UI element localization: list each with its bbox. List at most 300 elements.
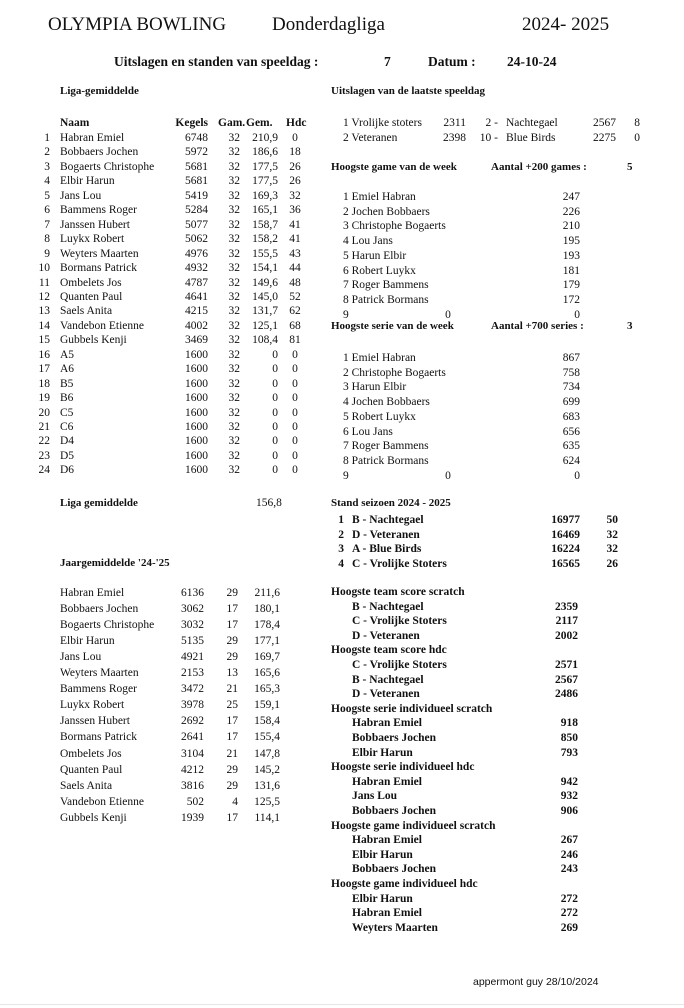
rank-cell: 18 bbox=[38, 377, 50, 390]
games-cell: 29 bbox=[226, 651, 238, 664]
player-cell: 6 Robert Luykx bbox=[343, 264, 416, 277]
record-name-cell: C - Vrolijke Stoters bbox=[352, 615, 447, 628]
average-cell: 158,2 bbox=[252, 233, 278, 246]
games-cell: 25 bbox=[226, 699, 238, 712]
record-name-cell: Habran Emiel bbox=[352, 834, 422, 847]
player-cell: 8 Patrick Bormans bbox=[343, 293, 429, 306]
rank-cell: 19 bbox=[38, 392, 50, 405]
list-item bbox=[0, 278, 684, 292]
list-item bbox=[0, 425, 684, 439]
record-value-cell: 2567 bbox=[555, 673, 578, 686]
list-item bbox=[0, 614, 684, 628]
hdc-cell: 0 bbox=[292, 406, 298, 419]
record-name-cell: Bobbaers Jochen bbox=[352, 863, 437, 876]
games-cell: 32 bbox=[228, 334, 240, 347]
average-cell: 125,5 bbox=[254, 795, 280, 808]
hdc-cell: 0 bbox=[292, 377, 298, 390]
score-cell: 179 bbox=[562, 279, 580, 292]
name-cell: Elbir Harun bbox=[60, 175, 115, 188]
name-cell: Janssen Hubert bbox=[60, 218, 130, 231]
name-cell: Bogaerts Christophe bbox=[60, 619, 155, 632]
record-name-cell: Habran Emiel bbox=[352, 717, 422, 730]
kegels-cell: 502 bbox=[186, 795, 204, 808]
average-cell: 158,4 bbox=[254, 715, 280, 728]
games-cell: 32 bbox=[228, 464, 240, 477]
hdc-cell: 81 bbox=[289, 334, 301, 347]
games-cell: 32 bbox=[228, 435, 240, 448]
col-gem: Gem. bbox=[246, 117, 273, 129]
rank-cell: 11 bbox=[38, 276, 50, 289]
table-row bbox=[0, 557, 684, 571]
average-cell: 159,1 bbox=[254, 699, 280, 712]
liga-average-label: Liga gemiddelde bbox=[60, 497, 138, 509]
average-cell: 149,6 bbox=[252, 276, 278, 289]
score-cell: 635 bbox=[562, 440, 580, 453]
list-item bbox=[0, 410, 684, 424]
score-cell: 699 bbox=[562, 396, 580, 409]
hdc-cell: 0 bbox=[292, 421, 298, 433]
list-item bbox=[0, 862, 684, 876]
list-item bbox=[0, 687, 684, 701]
average-cell: 0 bbox=[272, 377, 278, 390]
name-cell: Ombelets Jos bbox=[60, 276, 122, 289]
kegels-cell: 4641 bbox=[185, 290, 208, 303]
rank-cell: 24 bbox=[38, 464, 50, 477]
average-cell: 0 bbox=[272, 363, 278, 376]
name-cell: Vandebon Etienne bbox=[60, 795, 144, 808]
list-item bbox=[0, 190, 684, 204]
player-value-cell: 0 bbox=[445, 469, 451, 482]
average-cell: 177,5 bbox=[252, 175, 278, 188]
games-cell: 21 bbox=[226, 747, 238, 760]
hdc-cell: 32 bbox=[289, 189, 301, 202]
home-score-cell: 2398 bbox=[443, 132, 466, 144]
list-item bbox=[0, 804, 684, 818]
rank-cell: 8 bbox=[44, 233, 50, 246]
name-cell: D4 bbox=[60, 435, 75, 448]
list-item bbox=[0, 716, 684, 730]
games-cell: 32 bbox=[228, 218, 240, 231]
name-cell: Bammens Roger bbox=[60, 683, 137, 696]
rank-cell: 21 bbox=[38, 421, 50, 433]
kegels-cell: 3816 bbox=[181, 779, 204, 792]
average-cell: 177,1 bbox=[254, 635, 280, 648]
name-cell: Bobbaers Jochen bbox=[60, 603, 139, 616]
col-naam: Naam bbox=[60, 117, 90, 129]
player-cell: 4 Jochen Bobbaers bbox=[343, 396, 430, 409]
record-value-cell: 272 bbox=[560, 907, 578, 920]
record-title-text: Hoogste serie individueel scratch bbox=[331, 702, 493, 715]
average-cell: 0 bbox=[272, 449, 278, 462]
games-cell: 32 bbox=[228, 449, 240, 462]
name-cell: Habran Emiel bbox=[60, 587, 125, 599]
record-name-cell: Weyters Maarten bbox=[352, 921, 438, 934]
name-cell: Bormans Patrick bbox=[60, 262, 137, 275]
average-cell: 155,4 bbox=[254, 731, 280, 744]
average-cell: 154,1 bbox=[252, 262, 278, 275]
score-cell: 758 bbox=[562, 366, 580, 379]
kegels-cell: 1600 bbox=[185, 464, 208, 477]
high-series-title: Hoogste serie van de week bbox=[331, 320, 454, 332]
games-cell: 17 bbox=[226, 715, 238, 728]
list-item bbox=[0, 892, 684, 906]
rank-cell: 9 bbox=[44, 247, 50, 260]
games-cell: 32 bbox=[228, 392, 240, 405]
points-cell: 26 bbox=[606, 557, 618, 570]
score-cell: 247 bbox=[562, 191, 580, 203]
name-cell: Vandebon Etienne bbox=[60, 319, 144, 332]
average-cell: 108,4 bbox=[252, 334, 278, 347]
average-cell: 114,1 bbox=[254, 811, 280, 824]
rank-cell: 12 bbox=[38, 290, 50, 303]
games-cell: 29 bbox=[226, 763, 238, 776]
average-cell: 180,1 bbox=[254, 603, 280, 616]
col-gam: Gam. bbox=[218, 117, 246, 129]
record-value-cell: 269 bbox=[560, 921, 578, 934]
average-cell: 158,7 bbox=[252, 218, 278, 231]
games-cell: 21 bbox=[226, 683, 238, 696]
name-cell: Saels Anita bbox=[60, 779, 113, 792]
score-cell: 656 bbox=[562, 425, 580, 438]
position-cell: 3 bbox=[338, 543, 344, 556]
average-cell: 177,5 bbox=[252, 160, 278, 173]
name-cell: Quanten Paul bbox=[60, 290, 123, 303]
record-title bbox=[0, 760, 684, 774]
list-item bbox=[0, 658, 684, 672]
record-value-cell: 2486 bbox=[555, 688, 578, 701]
col-hdc: Hdc bbox=[286, 117, 307, 129]
position-cell: 2 bbox=[338, 528, 344, 541]
hdc-cell: 52 bbox=[289, 290, 301, 303]
hdc-cell: 0 bbox=[292, 132, 298, 144]
name-cell: Weyters Maarten bbox=[60, 247, 139, 260]
games-cell: 29 bbox=[226, 635, 238, 648]
list-item bbox=[0, 469, 684, 483]
games-cell: 32 bbox=[228, 189, 240, 202]
games-cell: 32 bbox=[228, 305, 240, 318]
name-cell: A5 bbox=[60, 348, 75, 361]
liga-average-value: 156,8 bbox=[256, 497, 282, 509]
col-kegels: Kegels bbox=[175, 117, 208, 129]
player-cell: 2 Christophe Bogaerts bbox=[343, 366, 446, 379]
subtitle: Uitslagen en standen van speeldag : bbox=[114, 54, 319, 69]
name-cell: Gubbels Kenji bbox=[60, 334, 127, 347]
points-cell: 50 bbox=[606, 514, 618, 526]
rank-cell: 5 bbox=[44, 189, 50, 202]
hdc-cell: 62 bbox=[289, 305, 301, 318]
player-cell: 3 Harun Elbir bbox=[343, 381, 407, 394]
kegels-cell: 4787 bbox=[185, 276, 208, 289]
hdc-cell: 48 bbox=[289, 276, 301, 289]
player-cell: 3 Christophe Bogaerts bbox=[343, 220, 446, 233]
rank-cell: 3 bbox=[44, 160, 50, 173]
table-row bbox=[0, 145, 684, 159]
pins-cell: 16224 bbox=[551, 543, 580, 556]
list-item bbox=[0, 249, 684, 263]
list-item bbox=[0, 629, 684, 643]
list-item bbox=[0, 380, 684, 394]
kegels-cell: 4215 bbox=[185, 305, 208, 318]
record-name-cell: B - Nachtegael bbox=[352, 600, 424, 613]
record-name-cell: Jans Lou bbox=[352, 790, 398, 803]
kegels-cell: 1600 bbox=[185, 377, 208, 390]
name-cell: Bammens Roger bbox=[60, 204, 137, 217]
record-title-text: Hoogste game individueel hdc bbox=[331, 878, 478, 890]
games-cell: 32 bbox=[228, 290, 240, 303]
games-cell: 32 bbox=[228, 262, 240, 275]
pins-cell: 16469 bbox=[551, 528, 580, 541]
games-cell: 32 bbox=[228, 204, 240, 217]
away-score-cell: 2567 bbox=[593, 117, 616, 129]
games-cell: 17 bbox=[226, 619, 238, 632]
games-cell: 32 bbox=[228, 348, 240, 361]
player-cell: 5 Robert Luykx bbox=[343, 410, 416, 423]
name-cell: Bogaerts Christophe bbox=[60, 160, 155, 173]
record-value-cell: 918 bbox=[560, 717, 578, 730]
record-value-cell: 267 bbox=[560, 834, 578, 847]
name-cell: Weyters Maarten bbox=[60, 667, 139, 680]
score-cell: 195 bbox=[562, 235, 580, 248]
record-name-cell: B - Nachtegael bbox=[352, 673, 424, 686]
speeldag-number: 7 bbox=[384, 54, 391, 69]
score-cell: 867 bbox=[562, 352, 580, 364]
high-series-count-label: Aantal +700 series : bbox=[491, 320, 584, 332]
player-cell: 4 Lou Jans bbox=[343, 235, 393, 248]
record-name-cell: Elbir Harun bbox=[352, 848, 413, 861]
player-value-cell: 0 bbox=[445, 308, 451, 321]
kegels-cell: 4932 bbox=[185, 262, 208, 275]
name-cell: Luykx Robert bbox=[60, 233, 125, 246]
score-cell: 624 bbox=[562, 454, 580, 467]
list-item bbox=[0, 234, 684, 248]
name-cell: Habran Emiel bbox=[60, 132, 125, 144]
home-team-cell: 1 Vrolijke stoters bbox=[343, 117, 422, 129]
name-cell: Gubbels Kenji bbox=[60, 811, 127, 824]
kegels-cell: 3062 bbox=[181, 603, 204, 616]
record-value-cell: 243 bbox=[560, 863, 578, 876]
average-cell: 145,2 bbox=[254, 763, 280, 776]
away-team-cell: Nachtegael bbox=[506, 117, 558, 129]
kegels-cell: 4976 bbox=[185, 247, 208, 260]
hdc-cell: 0 bbox=[292, 363, 298, 376]
record-name-cell: C - Vrolijke Stoters bbox=[352, 659, 447, 671]
record-value-cell: 932 bbox=[560, 790, 578, 803]
player-cell: 6 Lou Jans bbox=[343, 425, 393, 438]
record-value-cell: 906 bbox=[560, 805, 578, 817]
list-item bbox=[0, 906, 684, 920]
kegels-cell: 1600 bbox=[185, 449, 208, 462]
games-cell: 32 bbox=[228, 247, 240, 260]
record-title bbox=[0, 643, 684, 657]
games-cell: 17 bbox=[226, 811, 238, 824]
list-item bbox=[0, 395, 684, 409]
rank-cell: 14 bbox=[38, 319, 50, 332]
list-item bbox=[0, 131, 684, 145]
name-cell: Bormans Patrick bbox=[60, 731, 137, 744]
team-cell: B - Nachtegael bbox=[352, 514, 424, 526]
hdc-cell: 43 bbox=[289, 247, 301, 260]
table-row bbox=[0, 542, 684, 556]
record-title-text: Hoogste team score hdc bbox=[331, 644, 447, 657]
list-item bbox=[0, 264, 684, 278]
kegels-cell: 2153 bbox=[181, 667, 204, 680]
points-cell: 2 - bbox=[485, 117, 498, 129]
average-cell: 186,6 bbox=[252, 146, 278, 159]
average-cell: 210,9 bbox=[252, 132, 278, 144]
hdc-cell: 68 bbox=[289, 319, 301, 332]
record-value-cell: 2571 bbox=[555, 659, 578, 671]
kegels-cell: 3472 bbox=[181, 683, 204, 696]
list-item bbox=[0, 205, 684, 219]
scan-edge bbox=[0, 1004, 684, 1005]
kegels-cell: 5972 bbox=[185, 146, 208, 159]
name-cell: Jans Lou bbox=[60, 651, 102, 664]
list-item bbox=[0, 454, 684, 468]
average-cell: 0 bbox=[272, 421, 278, 433]
hdc-cell: 41 bbox=[289, 218, 301, 231]
score-cell: 226 bbox=[562, 205, 580, 218]
rank-cell: 7 bbox=[44, 218, 50, 231]
kegels-cell: 5135 bbox=[181, 635, 204, 648]
average-cell: 131,7 bbox=[252, 305, 278, 318]
rank-cell: 1 bbox=[44, 132, 50, 144]
liga-title: Liga-gemiddelde bbox=[60, 85, 139, 97]
player-cell: 2 Jochen Bobbaers bbox=[343, 205, 430, 218]
rank-cell: 15 bbox=[38, 334, 50, 347]
results-title: Uitslagen van de laatste speeldag bbox=[331, 85, 485, 97]
kegels-cell: 5077 bbox=[185, 218, 208, 231]
player-cell: 9 bbox=[343, 469, 349, 482]
hdc-cell: 0 bbox=[292, 464, 298, 477]
list-item bbox=[0, 219, 684, 233]
record-name-cell: D - Veteranen bbox=[352, 688, 420, 701]
average-cell: 165,6 bbox=[254, 667, 280, 680]
record-title bbox=[0, 585, 684, 599]
average-cell: 131,6 bbox=[254, 779, 280, 792]
list-item bbox=[0, 366, 684, 380]
kegels-cell: 4002 bbox=[185, 319, 208, 332]
hdc-cell: 36 bbox=[289, 204, 301, 217]
points-cell: 10 - bbox=[479, 132, 498, 144]
kegels-cell: 1600 bbox=[185, 421, 208, 433]
player-cell: 9 bbox=[343, 308, 349, 321]
kegels-cell: 5419 bbox=[185, 189, 208, 202]
kegels-cell: 5062 bbox=[185, 233, 208, 246]
player-cell: 1 Emiel Habran bbox=[343, 352, 416, 364]
standings-title: Stand seizoen 2024 - 2025 bbox=[331, 497, 451, 509]
jaar-title: Jaargemiddelde '24-'25 bbox=[60, 557, 170, 569]
kegels-cell: 6136 bbox=[181, 587, 204, 599]
average-cell: 165,1 bbox=[252, 204, 278, 217]
games-cell: 32 bbox=[228, 160, 240, 173]
list-item bbox=[0, 673, 684, 687]
hdc-cell: 0 bbox=[292, 449, 298, 462]
kegels-cell: 3469 bbox=[185, 334, 208, 347]
name-cell: Quanten Paul bbox=[60, 763, 123, 776]
record-value-cell: 2002 bbox=[555, 629, 578, 642]
games-cell: 13 bbox=[226, 667, 238, 680]
position-cell: 4 bbox=[338, 557, 344, 570]
kegels-cell: 1600 bbox=[185, 363, 208, 376]
games-cell: 32 bbox=[228, 421, 240, 433]
high-game-count-label: Aantal +200 games : bbox=[491, 161, 587, 173]
score-cell: 193 bbox=[562, 249, 580, 262]
player-cell: 8 Patrick Bormans bbox=[343, 454, 429, 467]
record-value-cell: 2359 bbox=[555, 600, 578, 613]
record-value-cell: 246 bbox=[560, 848, 578, 861]
rank-cell: 6 bbox=[44, 204, 50, 217]
record-value-cell: 850 bbox=[560, 732, 578, 744]
team-cell: C - Vrolijke Stoters bbox=[352, 557, 447, 570]
kegels-cell: 5284 bbox=[185, 204, 208, 217]
record-name-cell: Elbir Harun bbox=[352, 892, 413, 905]
list-item bbox=[0, 116, 684, 130]
score-cell: 181 bbox=[562, 264, 580, 277]
team-cell: A - Blue Birds bbox=[352, 543, 422, 556]
record-name-cell: Bobbaers Jochen bbox=[352, 732, 437, 744]
name-cell: Luykx Robert bbox=[60, 699, 125, 712]
team-cell: D - Veteranen bbox=[352, 528, 420, 541]
kegels-cell: 4212 bbox=[181, 763, 204, 776]
name-cell: Janssen Hubert bbox=[60, 715, 130, 728]
games-cell: 32 bbox=[228, 233, 240, 246]
kegels-cell: 1600 bbox=[185, 435, 208, 448]
record-title-text: Hoogste team score scratch bbox=[331, 586, 465, 598]
hdc-cell: 0 bbox=[292, 435, 298, 448]
name-cell: Saels Anita bbox=[60, 305, 113, 318]
kegels-cell: 6748 bbox=[185, 132, 208, 144]
list-item bbox=[0, 731, 684, 745]
high-game-title: Hoogste game van de week bbox=[331, 161, 457, 173]
position-cell: 1 bbox=[338, 514, 344, 526]
games-cell: 29 bbox=[226, 587, 238, 599]
average-cell: 0 bbox=[272, 406, 278, 419]
list-item bbox=[0, 351, 684, 365]
table-row bbox=[0, 513, 684, 527]
record-title bbox=[0, 702, 684, 716]
kegels-cell: 1600 bbox=[185, 392, 208, 405]
score-cell: 683 bbox=[562, 410, 580, 423]
rank-cell: 17 bbox=[38, 363, 50, 376]
home-score-cell: 2311 bbox=[443, 117, 466, 129]
list-item bbox=[0, 848, 684, 862]
score-cell: 734 bbox=[562, 381, 580, 394]
away-score-cell: 2275 bbox=[593, 132, 616, 144]
games-cell: 32 bbox=[228, 319, 240, 332]
score-cell: 172 bbox=[562, 293, 580, 306]
list-item bbox=[0, 439, 684, 453]
games-cell: 17 bbox=[226, 731, 238, 744]
table-row bbox=[0, 528, 684, 542]
kegels-cell: 2692 bbox=[181, 715, 204, 728]
record-name-cell: Bobbaers Jochen bbox=[352, 805, 437, 817]
kegels-cell: 4921 bbox=[181, 651, 204, 664]
games-cell: 17 bbox=[226, 603, 238, 616]
rank-cell: 16 bbox=[38, 348, 50, 361]
kegels-cell: 1939 bbox=[181, 811, 204, 824]
hdc-cell: 44 bbox=[289, 262, 301, 275]
player-cell: 1 Emiel Habran bbox=[343, 191, 416, 203]
record-title bbox=[0, 877, 684, 891]
games-cell: 4 bbox=[232, 795, 238, 808]
average-cell: 0 bbox=[272, 435, 278, 448]
name-cell: A6 bbox=[60, 363, 75, 376]
list-item bbox=[0, 833, 684, 847]
name-cell: D5 bbox=[60, 449, 75, 462]
games-cell: 32 bbox=[228, 377, 240, 390]
rank-cell: 4 bbox=[44, 175, 50, 188]
games-cell: 32 bbox=[228, 363, 240, 376]
